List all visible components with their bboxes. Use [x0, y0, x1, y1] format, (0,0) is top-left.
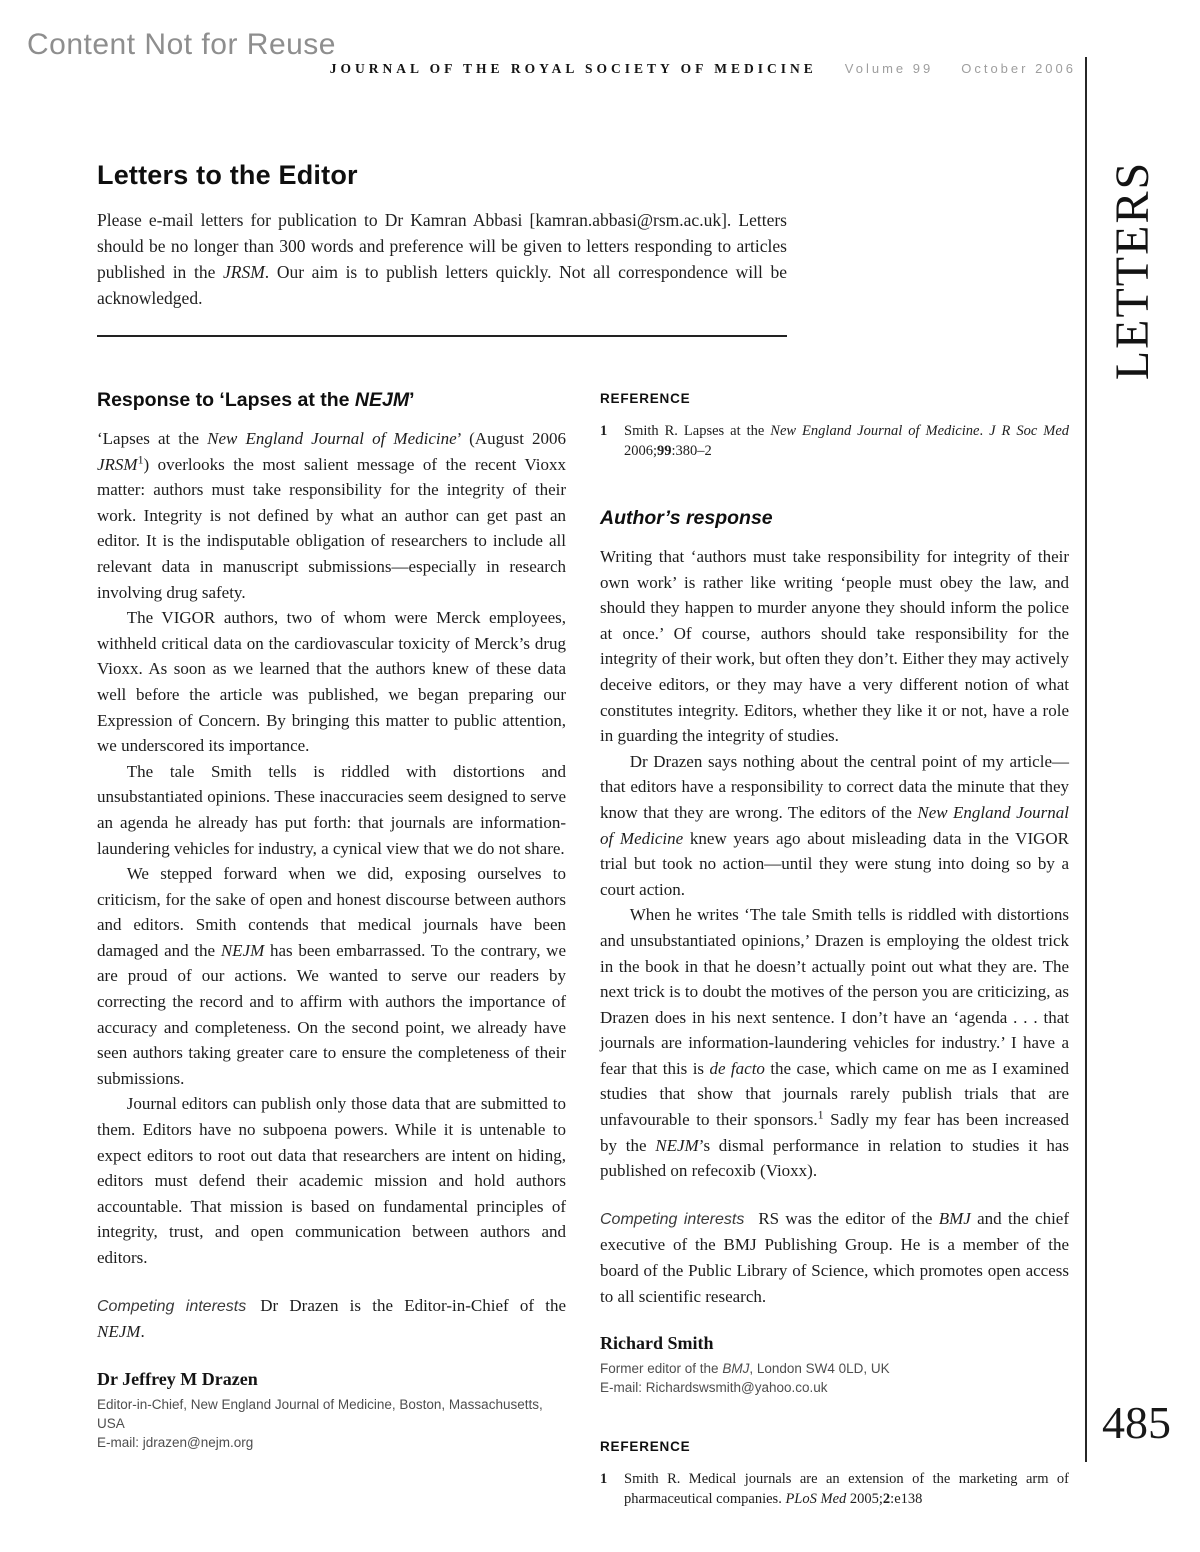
letter-title-response: Response to ‘Lapses at the NEJM’ — [97, 389, 415, 411]
signature-block — [97, 1369, 566, 1452]
reference-text: Smith R. Lapses at the New England Journal of Medicine. J R Soc Med 2006;99:380–2 — [624, 423, 1070, 459]
signature-block — [600, 1333, 1069, 1397]
issue-date: October 2006 — [961, 61, 1076, 76]
letter-paragraph: We stepped forward when we did, exposing ourselves to criticism, for the sake of open and honest discourse between authors and editors. Smith contends that medical journals have been damaged and the NEJM has been embarrassed. To the contrary, we are proud of our actions. We wanted to serve our readers by correcting the record and to affirm with authors the importance of accuracy and completeness. On the second point, we already have seen authors taking greater care to ensure the completeness of their submissions. — [97, 864, 566, 1088]
letter-paragraph: The tale Smith tells is riddled with distortions and unsubstantiated opinions. These inaccuracies seem designed to serve an agenda he already has put forth: that journals are information-laundering vehicles for industry, a cynical view that we do not share. — [97, 761, 566, 858]
editor-instructions: Please e-mail letters for publication to Dr Kamran Abbasi [kamran.abbasi@rsm.ac.uk]. Letters should be no longer than 300 words and preference will be given to letters responding to articles published in the JRSM. Our aim is to publish letters quickly. Not all correspondence will be acknowledged. — [97, 210, 787, 308]
competing-interests: Competing interests Dr Drazen is the Editor-in-Chief of the NEJM. — [97, 1295, 566, 1342]
author-email: E-mail: Richardswsmith@yahoo.co.uk — [600, 1380, 828, 1396]
two-column-layout — [97, 389, 1069, 1509]
author-email: E-mail: jdrazen@nejm.org — [97, 1434, 254, 1450]
letter-paragraph: ‘Lapses at the New England Journal of Medicine’ (August 2006 JRSM$^1$) overlooks the most salient message of the recent Vioxx matter: authors must take responsibility for the integrity of their work. Integrity is not defined by what an author can get past an editor. It is the indisputable obligation of researchers to include all relevant data in manuscript submissions—especially in research involving drug safety. — [97, 429, 567, 602]
reference-heading: REFERENCE — [600, 391, 691, 406]
competing-interests: Competing interests RS was the editor of the BMJ and the chief executive of the BMJ Publishing Group. He is a member of the board of the Public Library of Science, which promotes open access to all scientific research. — [600, 1208, 1069, 1306]
reference-heading: REFERENCE — [600, 1439, 691, 1455]
reference-entry — [600, 1470, 1069, 1509]
margin-rule — [1085, 57, 1087, 1462]
author-name: Dr Jeffrey M Drazen — [97, 1368, 258, 1389]
letter-paragraph: When he writes ‘The tale Smith tells is riddled with distortions and unsubstantiated opinions,’ Drazen is employing the oldest trick in the book in that he doesn’t actually point out what they are. The next trick is to doubt the motives of the person you are criticizing, as Drazen does in his next sentence. I don’t have an ‘agenda . . . that journals are information-laundering vehicles for industry.’ I have a fear that this is de facto the case, which came on me as I examined studies that show that journals rarely publish trials that are unfavourable to their sponsors.$^1$ Sadly my fear has been increased by the NEJM’s dismal performance in relation to studies it has published on refecoxib (Vioxx). — [600, 905, 1069, 1181]
volume-label: Volume 99 — [844, 61, 934, 76]
reference-number: 1 — [600, 423, 608, 439]
section-tab-label: LETTERS — [1106, 160, 1160, 380]
reference-text: Smith R. Medical journals are an extension of the marketing arm of pharmaceutical companies. PLoS Med 2005;2:e138 — [624, 1471, 1069, 1507]
page-number: 485 — [1102, 1397, 1171, 1448]
letter-paragraph: Writing that ‘authors must take responsibility for integrity of their own work’ is rather like writing ‘people must obey the law, and should they happen to murder anyone they should inform the police at once.’ Of course, authors should take responsibility for the integrity of their work, but often they don’t. Either they may actively deceive editors, or they may have a very different notion of what constitutes integrity. Editors, whether they like it or not, have a role in guarding the integrity of studies. — [600, 547, 1069, 746]
page-title: Letters to the Editor — [97, 160, 358, 190]
author-affiliation: Former editor of the BMJ, London SW4 0LD, UK — [600, 1361, 890, 1377]
author-affiliation: Editor-in-Chief, New England Journal of Medicine, Boston, Massachusetts, USA — [97, 1396, 543, 1431]
running-header — [0, 60, 1076, 78]
letter-paragraph: The VIGOR authors, two of whom were Merck employees, withheld critical data on the cardiovascular toxicity of Merck’s drug Vioxx. As soon as we learned that the authors knew of these data well before the article was published, we began preparing our Expression of Concern. By bringing this matter to public attention, we underscored its importance. — [97, 608, 566, 756]
divider-rule — [97, 335, 787, 337]
letter-title-authors-response: Author’s response — [600, 507, 773, 529]
reference-number: 1 — [600, 1471, 608, 1488]
right-column — [600, 389, 1069, 1509]
author-name: Richard Smith — [600, 1333, 714, 1354]
letter-paragraph: Dr Drazen says nothing about the central point of my article—that editors have a responsibility to correct data the minute that they know that they are wrong. The editors of the New England Journal of Medicine knew years ago about misleading data in the VIGOR trial but took no action—until they were stung into doing so by a court action. — [600, 751, 1070, 899]
letter-paragraph: Journal editors can publish only those data that are submitted to them. Editors have no subpoena powers. While it is untenable to expect editors to root out data that researchers are intent on hiding, editors must defend their academic mission and hold authors accountable. That mission is based on fundamental principles of integrity, trust, and open communication between authors and editors. — [97, 1094, 566, 1267]
page-content — [97, 160, 1069, 1509]
left-column — [97, 389, 566, 1509]
journal-name: JOURNAL OF THE ROYAL SOCIETY OF MEDICINE — [329, 61, 817, 76]
watermark-text: Content Not for Reuse — [27, 28, 336, 61]
reference-entry — [600, 422, 1069, 461]
section-tab — [1088, 130, 1178, 410]
